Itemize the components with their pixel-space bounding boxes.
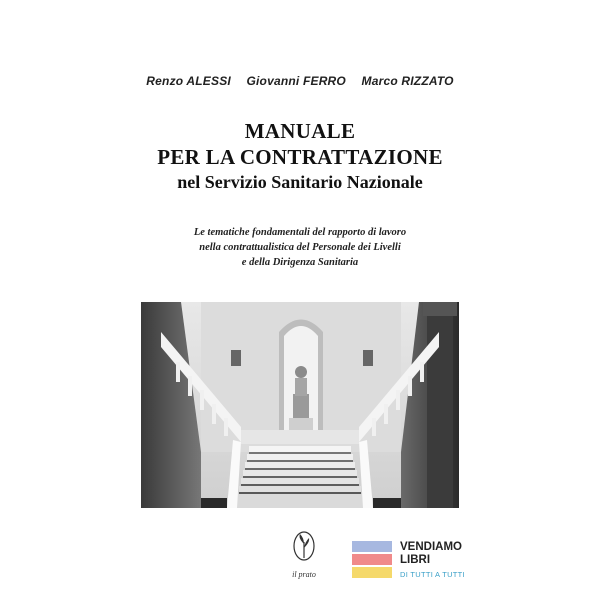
publisher-name: il prato [292,570,316,579]
flower-logo-icon [292,530,316,564]
subtitle-line: e della Dirigenza Sanitaria [241,257,359,268]
badge-tagline: DI TUTTI A TUTTI [400,570,465,579]
book-subtitle [0,225,600,270]
staircase-photo [141,302,459,508]
book-title [0,118,600,194]
author-name: Marco RIZZATO [361,74,454,88]
subtitle-line: nella contrattualistica del Personale dei Livelli [199,242,401,253]
vendiamo-libri-badge [352,537,472,585]
title-line: PER LA CONTRATTAZIONE [157,145,443,169]
publisher-logo [282,530,326,580]
subtitle-line: Le tematiche fondamentali del rapporto di lavoro [193,227,407,238]
authors-line [0,74,600,88]
badge-line: LIBRI [400,554,431,566]
author-name: Renzo ALESSI [146,74,231,88]
badge-line: VENDIAMO [400,541,462,553]
title-line: nel Servizio Sanitario Nazionale [177,172,423,192]
title-line: MANUALE [244,119,356,143]
books-stripes-icon [352,539,394,581]
author-name: Giovanni FERRO [246,74,346,88]
